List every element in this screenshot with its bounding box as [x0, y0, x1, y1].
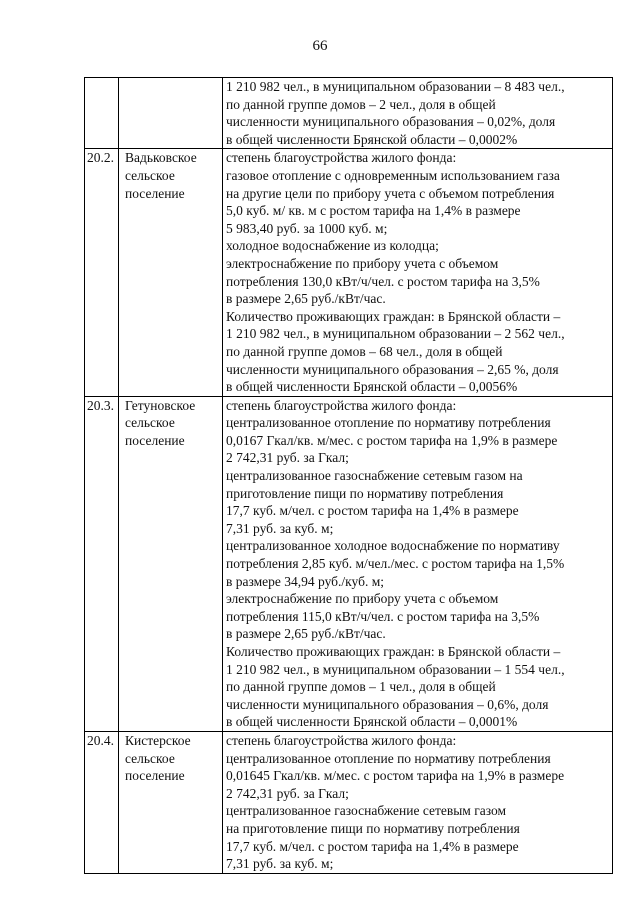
description-line: в общей численности Брянской области – 0,0001% [226, 714, 518, 730]
description-line: централизованное газоснабжение сетевым газом [226, 803, 507, 819]
description-line: 17,7 куб. м/чел. с ростом тарифа на 1,4% в размере [226, 838, 519, 854]
description-line: электроснабжение по прибору учета с объемом [226, 591, 499, 607]
description-line: 5,0 куб. м/ кв. м с ростом тарифа на 1,4% в размере [226, 203, 521, 219]
description-line: 7,31 руб. за куб. м; [226, 520, 334, 536]
table-row [85, 149, 613, 396]
description-line: потребления 2,85 куб. м/чел./мес. с ростом тарифа на 1,5% [226, 556, 565, 572]
description-line: численности муниципального образования – 0,02%, доля [226, 114, 556, 130]
description-line: 17,7 куб. м/чел. с ростом тарифа на 1,4% в размере [226, 503, 519, 519]
settlement-name-line: Вадьковское [125, 150, 197, 166]
settlement-name-line: поселение [125, 768, 185, 784]
description-cell [223, 149, 613, 396]
description-line: централизованное отопление по нормативу потребления [226, 750, 551, 766]
row-number: 20.4. [87, 732, 114, 748]
settlement-name-line: поселение [125, 432, 185, 448]
description-line: потребления 115,0 кВт/ч/чел. с ростом тарифа на 3,5% [226, 608, 540, 624]
row-number: 20.2. [87, 150, 114, 166]
description-line: централизованное отопление по нормативу потребления [226, 415, 551, 431]
description-line: в размере 34,94 руб./куб. м; [226, 573, 385, 589]
settlement-name-line: сельское [125, 415, 175, 431]
settlement-name-line: Гетуновское [125, 397, 196, 413]
settlement-name-cell [119, 731, 223, 873]
description-line: по данной группе домов – 1 чел., доля в общей [226, 679, 496, 695]
description-line: степень благоустройства жилого фонда: [226, 150, 457, 166]
tariff-table [84, 77, 613, 874]
description-line: 7,31 руб. за куб. м; [226, 856, 334, 872]
description-line: степень благоустройства жилого фонда: [226, 732, 457, 748]
description-cell [223, 78, 613, 149]
page-number: 66 [312, 38, 328, 54]
description-line: в общей численности Брянской области – 0,0002% [226, 131, 518, 147]
description-line: 2 742,31 руб. за Гкал; [226, 785, 349, 801]
description-line: 1 210 982 чел., в муниципальном образовании – 2 562 чел., [226, 326, 565, 342]
table-row [85, 731, 613, 873]
description-line: 0,01645 Гкал/кв. м/мес. с ростом тарифа на 1,9% в размере [226, 768, 565, 784]
row-number-cell [85, 396, 119, 731]
row-number-cell [85, 78, 119, 149]
description-line: 5 983,40 руб. за 1000 куб. м; [226, 220, 388, 236]
description-line: приготовление пищи по нормативу потребления [226, 485, 504, 501]
table-row [85, 78, 613, 149]
description-line: газовое отопление с одновременным использованием газа [226, 167, 560, 183]
description-line: 1 210 982 чел., в муниципальном образовании – 8 483 чел., [226, 79, 565, 94]
description-line: на другие цели по прибору учета с объемом потребления [226, 185, 555, 201]
table-row [85, 396, 613, 731]
settlement-name-line: поселение [125, 185, 185, 201]
row-number: 20.3. [87, 397, 114, 413]
description-line: электроснабжение по прибору учета с объемом [226, 255, 499, 271]
description-line: Количество проживающих граждан: в Брянской области – [226, 308, 561, 324]
description-cell [223, 396, 613, 731]
settlement-name-line: Кистерское [125, 732, 191, 748]
description-line: 2 742,31 руб. за Гкал; [226, 450, 349, 466]
settlement-name-line: сельское [125, 750, 175, 766]
table-body [85, 78, 613, 874]
description-line: по данной группе домов – 68 чел., доля в общей [226, 343, 503, 359]
description-line: 1 210 982 чел., в муниципальном образовании – 1 554 чел., [226, 661, 565, 677]
description-cell [223, 731, 613, 873]
description-line: холодное водоснабжение из колодца; [226, 238, 439, 254]
description-line: централизованное холодное водоснабжение по нормативу [226, 538, 560, 554]
description-line: численности муниципального образования – 0,6%, доля [226, 696, 549, 712]
description-line: Количество проживающих граждан: в Брянской области – [226, 644, 561, 659]
description-line: централизованное газоснабжение сетевым газом на [226, 468, 523, 484]
settlement-name-cell [119, 149, 223, 396]
description-line: степень благоустройства жилого фонда: [226, 397, 457, 413]
row-number-cell [85, 149, 119, 396]
description-line: численности муниципального образования – 2,65 %, доля [226, 361, 559, 377]
settlement-name-line: сельское [125, 167, 175, 183]
description-line: на приготовление пищи по нормативу потребления [226, 820, 520, 836]
description-line: в размере 2,65 руб./кВт/час. [226, 626, 386, 642]
settlement-name-cell [119, 396, 223, 731]
row-number-cell [85, 731, 119, 873]
description-line: 0,0167 Гкал/кв. м/мес. с ростом тарифа на 1,9% в размере [226, 432, 558, 448]
description-line: потребления 130,0 кВт/ч/чел. с ростом тарифа на 3,5% [226, 273, 540, 289]
description-line: в общей численности Брянской области – 0,0056% [226, 379, 518, 395]
settlement-name-cell [119, 78, 223, 149]
description-line: в размере 2,65 руб./кВт/час. [226, 291, 386, 307]
description-line: по данной группе домов – 2 чел., доля в общей [226, 96, 496, 112]
